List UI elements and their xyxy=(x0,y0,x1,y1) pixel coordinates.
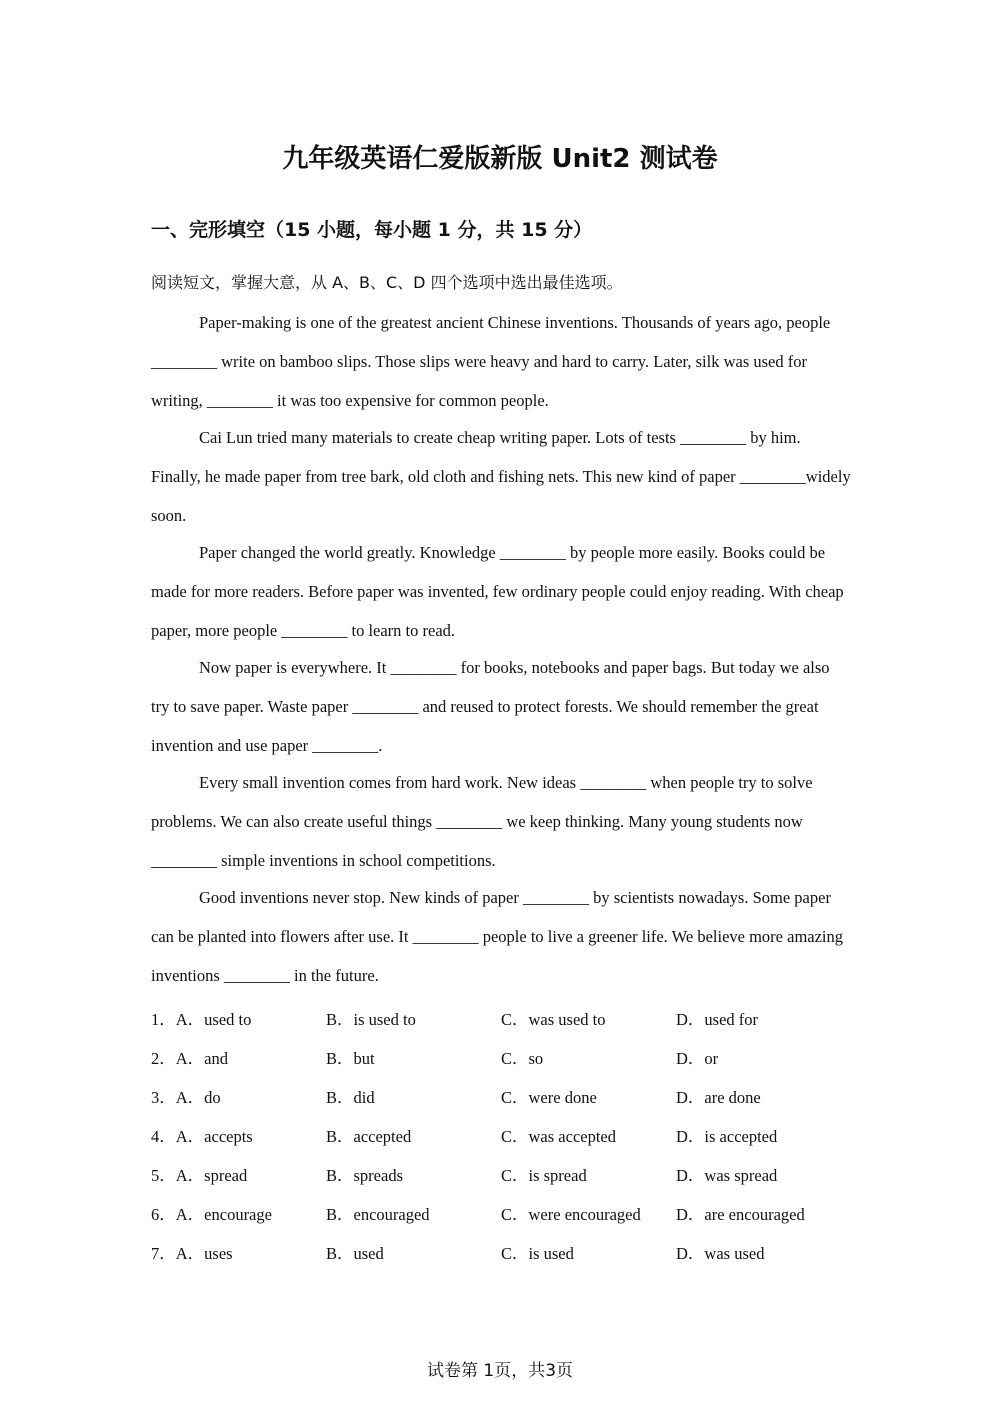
option-b: B．spreads xyxy=(326,1165,403,1185)
option-c: C．were encouraged xyxy=(501,1204,641,1224)
option-a: 3．A．do xyxy=(151,1087,221,1107)
option-c: C．was accepted xyxy=(501,1126,616,1146)
option-b: B．is used to xyxy=(326,1009,416,1029)
passage-paragraph: Cai Lun tried many materials to create cheap writing paper. Lots of tests ________ by him. Finally, he made paper from tree bark, old cloth and fishing nets. This new kind of paper ________widely soon. xyxy=(151,428,851,525)
option-a: 7．A．uses xyxy=(151,1243,233,1263)
option-d: D．is accepted xyxy=(676,1126,778,1146)
option-a: 1．A．used to xyxy=(151,1009,252,1029)
question-options xyxy=(151,998,851,1271)
option-c: C．is spread xyxy=(501,1165,587,1185)
option-a: 6．A．encourage xyxy=(151,1204,272,1224)
option-d: D．are encouraged xyxy=(676,1204,805,1224)
question-row xyxy=(151,1037,851,1076)
passage-paragraph: Now paper is everywhere. It ________ for books, notebooks and paper bags. But today we also try to save paper. Waste paper ________ and reused to protect forests. We should remember the great invention and use paper ________. xyxy=(151,658,830,755)
option-c: C．were done xyxy=(501,1087,597,1107)
section-heading: 一、完形填空（15 小题，每小题 1 分，共 15 分） xyxy=(151,219,593,241)
option-d: D．are done xyxy=(676,1087,761,1107)
option-a: 4．A．accepts xyxy=(151,1126,253,1146)
option-b: B．did xyxy=(326,1087,375,1107)
option-d: D．was spread xyxy=(676,1165,778,1185)
question-row xyxy=(151,1076,851,1115)
option-c: C．is used xyxy=(501,1243,574,1263)
cloze-passage xyxy=(151,303,851,993)
page-footer: 试卷第 1页，共3页 xyxy=(426,1361,574,1381)
page-title: 九年级英语仁爱版新版 Unit2 测试卷 xyxy=(282,144,718,174)
option-d: D．or xyxy=(676,1048,719,1068)
option-b: B．accepted xyxy=(326,1126,412,1146)
passage-paragraph: Good inventions never stop. New kinds of paper ________ by scientists nowadays. Some paper can be planted into flowers after use. It ________ people to live a greener life. We believe more amazing inventions ________ in the future. xyxy=(151,888,844,985)
option-a: 5．A．spread xyxy=(151,1165,248,1185)
option-c: C．so xyxy=(501,1048,544,1068)
option-c: C．was used to xyxy=(501,1009,606,1029)
question-row xyxy=(151,1232,851,1271)
section-instruction: 阅读短文，掌握大意，从 A、B、C、D 四个选项中选出最佳选项。 xyxy=(151,273,623,292)
passage-paragraph: Every small invention comes from hard work. New ideas ________ when people try to solve problems. We can also create useful things ________ we keep thinking. Many young students now ________ simple inventions in school competitions. xyxy=(151,773,813,870)
passage-paragraph: Paper-making is one of the greatest ancient Chinese inventions. Thousands of years ago, people ________ write on bamboo slips. Those slips were heavy and hard to carry. Later, silk was used for writing, ________ it was too expensive for common people. xyxy=(151,313,831,410)
option-b: B．encouraged xyxy=(326,1204,430,1224)
question-row xyxy=(151,1154,851,1193)
question-row xyxy=(151,998,851,1037)
passage-paragraph: Paper changed the world greatly. Knowledge ________ by people more easily. Books could be made for more readers. Before paper was invented, few ordinary people could enjoy reading. With cheap paper, more people ________ to learn to read. xyxy=(151,543,844,640)
question-row xyxy=(151,1115,851,1154)
option-b: B．but xyxy=(326,1048,375,1068)
option-b: B．used xyxy=(326,1243,384,1263)
option-d: D．used for xyxy=(676,1009,759,1029)
question-row xyxy=(151,1193,851,1232)
option-d: D．was used xyxy=(676,1243,765,1263)
option-a: 2．A．and xyxy=(151,1048,228,1068)
